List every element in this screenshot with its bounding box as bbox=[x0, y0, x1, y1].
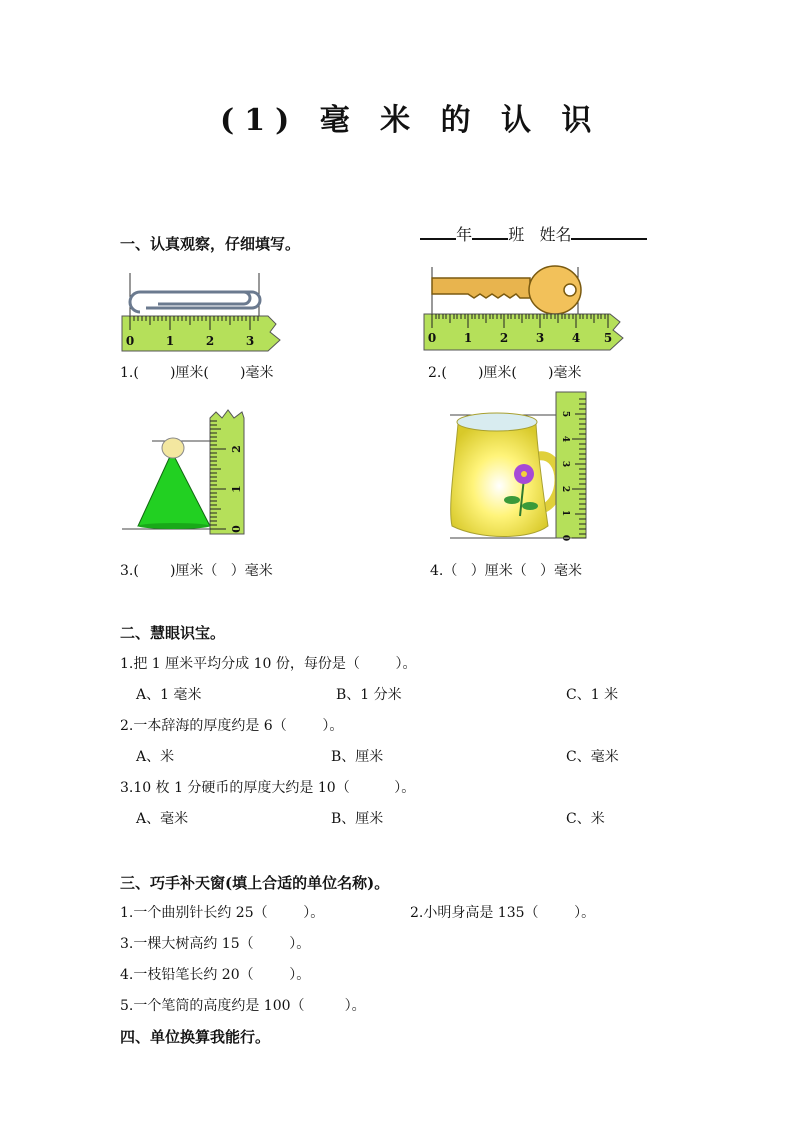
s2-q3-option-b: B、厘米 bbox=[331, 811, 384, 827]
s2-q2-option-b: B、厘米 bbox=[331, 749, 384, 765]
ruler-2-tick-label: 5 bbox=[603, 331, 613, 345]
mug-icon bbox=[451, 413, 559, 537]
s3-question-4: 4.一枝铅笔长约 20（ ）。 bbox=[120, 967, 311, 983]
ruler-4-tick-label: 5 bbox=[560, 410, 570, 418]
s2-question-3: 3.10 枚 1 分硬币的厚度大约是 10（ ）。 bbox=[120, 780, 416, 796]
ruler-3-tick-label: 0 bbox=[230, 525, 243, 533]
grade-label: 年 bbox=[456, 225, 473, 244]
ruler-1-tick-label: 1 bbox=[165, 334, 175, 348]
ruler-4-tick-label: 3 bbox=[560, 460, 570, 468]
ruler-2-tick-label: 1 bbox=[463, 331, 473, 345]
paperclip-icon bbox=[130, 292, 260, 312]
s2-question-1: 1.把 1 厘米平均分成 10 份，每份是（ ）。 bbox=[120, 656, 417, 672]
ruler-1-tick-label: 3 bbox=[245, 334, 255, 348]
s2-q1-option-c: C、1 米 bbox=[566, 687, 619, 703]
section-3-heading: 三、巧手补天窗(填上合适的单位名称)。 bbox=[120, 874, 390, 892]
s1-question-4: 4.（ ）厘米（ ）毫米 bbox=[430, 563, 583, 579]
figure-mug-ruler bbox=[440, 388, 600, 543]
ruler-2-tick-label: 0 bbox=[427, 331, 437, 345]
name-blank[interactable] bbox=[571, 222, 647, 240]
section-1-heading: 一、认真观察，仔细填写。 bbox=[120, 235, 301, 253]
s2-q1-option-b: B、1 分米 bbox=[336, 687, 402, 703]
s3-question-1: 1.一个曲别针长约 25（ ）。 bbox=[120, 905, 325, 921]
ruler-1-tick-label: 0 bbox=[125, 334, 135, 348]
s1-question-3: 3.( )厘米（ ）毫米 bbox=[120, 563, 273, 579]
ruler-1-tick-label: 2 bbox=[205, 334, 215, 348]
class-blank[interactable] bbox=[472, 222, 508, 240]
s3-question-2: 2.小明身高是 135（ ）。 bbox=[410, 905, 596, 921]
s2-q3-option-a: A、毫米 bbox=[136, 811, 189, 827]
s2-q1-option-a: A、1 毫米 bbox=[136, 687, 202, 703]
ruler-2-tick-label: 2 bbox=[499, 331, 509, 345]
cone-icon bbox=[138, 438, 210, 529]
s1-question-1: 1.( )厘米( )毫米 bbox=[120, 365, 274, 381]
section-4-heading: 四、单位换算我能行。 bbox=[120, 1028, 271, 1046]
ruler-4-tick-label: 2 bbox=[560, 485, 570, 493]
s2-q2-option-a: A、米 bbox=[136, 749, 175, 765]
ruler-2-tick-label: 4 bbox=[571, 331, 581, 345]
ruler-4-tick-label: 0 bbox=[560, 534, 570, 542]
page-title: (1) 毫 米 的 认 识 bbox=[220, 103, 602, 138]
s2-q2-option-c: C、毫米 bbox=[566, 749, 619, 765]
student-info-line bbox=[410, 203, 647, 245]
figure-cone-ruler bbox=[118, 408, 258, 538]
ruler-2-tick-label: 3 bbox=[535, 331, 545, 345]
ruler-3-tick-label: 2 bbox=[230, 445, 243, 453]
s2-q3-option-c: C、米 bbox=[566, 811, 605, 827]
ruler-1 bbox=[122, 316, 280, 351]
ruler-2 bbox=[424, 314, 623, 350]
ruler-3-tick-label: 1 bbox=[230, 485, 243, 493]
class-label: 班 bbox=[508, 225, 525, 244]
name-label: 姓名 bbox=[539, 225, 572, 244]
s1-question-2: 2.( )厘米( )毫米 bbox=[428, 365, 582, 381]
key-icon bbox=[432, 266, 581, 314]
s3-question-3: 3.一棵大树高约 15（ ）。 bbox=[120, 936, 311, 952]
figure-key-ruler bbox=[420, 262, 630, 354]
ruler-4-tick-label: 1 bbox=[560, 509, 570, 517]
s3-question-5: 5.一个笔筒的高度约是 100（ ）。 bbox=[120, 998, 366, 1014]
grade-blank[interactable] bbox=[420, 222, 456, 240]
figure-paperclip-ruler bbox=[118, 268, 283, 353]
ruler-4-tick-label: 4 bbox=[560, 435, 570, 443]
s2-question-2: 2.一本辞海的厚度约是 6（ ）。 bbox=[120, 718, 344, 734]
section-2-heading: 二、慧眼识宝。 bbox=[120, 624, 226, 642]
